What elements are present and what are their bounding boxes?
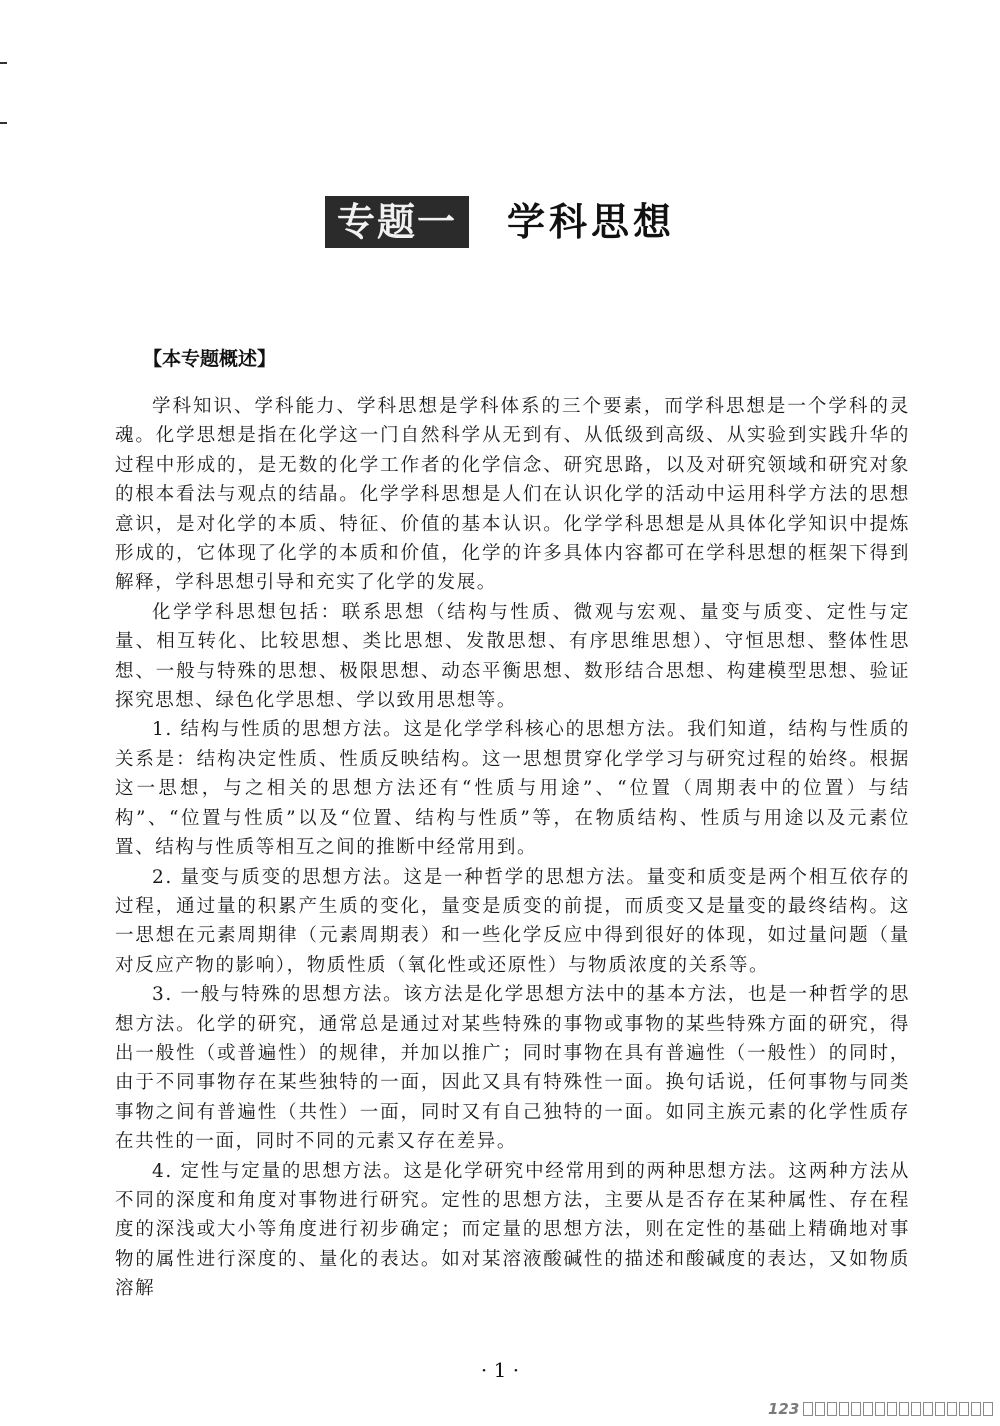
- watermark-box-icon: [983, 1402, 993, 1416]
- watermark-box-icon: [923, 1402, 933, 1416]
- body-text: [115, 392, 910, 1304]
- chapter-heading: 学科思想: [507, 200, 676, 244]
- watermark-box-icon: [827, 1402, 837, 1416]
- paragraph: 1. 结构与性质的思想方法。这是化学学科核心的思想方法。我们知道，结构与性质的关系是：结构决定性质、性质反映结构。这一思想贯穿化学学习与研究过程的始终。根据这一思想，与之相关的思想方法还有“性质与用途”、“位置（周期表中的位置）与结构”、“位置与性质”以及“位置、结构与性质”等，在物质结构、性质与用途以及元素位置、结构与性质等相互之间的推断中经常用到。: [115, 719, 910, 859]
- chapter-tag: 专题一: [325, 196, 469, 248]
- watermark: [768, 1398, 993, 1420]
- watermark-text: 123: [768, 1400, 800, 1418]
- watermark-box-icon: [851, 1402, 861, 1416]
- page-number: · 1 ·: [480, 1358, 520, 1382]
- watermark-box-icon: [971, 1402, 981, 1416]
- watermark-box-icon: [911, 1402, 921, 1416]
- watermark-box-icon: [863, 1402, 873, 1416]
- watermark-box-icon: [947, 1402, 957, 1416]
- watermark-box-icon: [935, 1402, 945, 1416]
- scan-margin-mark: [0, 62, 7, 64]
- watermark-box-icon: [875, 1402, 885, 1416]
- watermark-box-icon: [815, 1402, 825, 1416]
- paragraph: 学科知识、学科能力、学科思想是学科体系的三个要素，而学科思想是一个学科的灵魂。化学思想是指在化学这一门自然科学从无到有、从低级到高级、从实验到实践升华的过程中形成的，是无数的化学工作者的化学信念、研究思路，以及对研究领域和研究对象的根本看法与观点的结晶。化学学科思想是人们在认识化学的活动中运用科学方法的思想意识，是对化学的本质、特征、价值的基本认识。化学学科思想是从具体化学知识中提炼形成的，它体现了化学的本质和价值，化学的许多具体内容都可在学科思想的框架下得到解释，学科思想引导和充实了化学的发展。: [115, 396, 910, 594]
- paragraph: 化学学科思想包括：联系思想（结构与性质、微观与宏观、量变与质变、定性与定量、相互转化、比较思想、类比思想、发散思想、有序思维思想）、守恒思想、整体性思想、一般与特殊的思想、极限思想、动态平衡思想、数形结合思想、构建模型思想、验证探究思想、绿色化学思想、学以致用思想等。: [115, 601, 910, 712]
- watermark-box-icon: [887, 1402, 897, 1416]
- overview-heading: 【本专题概述】: [143, 348, 277, 370]
- chapter-title: [0, 196, 1000, 248]
- watermark-box-icon: [899, 1402, 909, 1416]
- watermark-box-icon: [803, 1402, 813, 1416]
- watermark-box-icon: [959, 1402, 969, 1416]
- paragraph: 2. 量变与质变的思想方法。这是一种哲学的思想方法。量变和质变是两个相互依存的过程，通过量的积累产生质的变化，量变是质变的前提，而质变又是量变的最终结构。这一思想在元素周期律（元素周期表）和一些化学反应中得到很好的体现，如过量问题（量对反应产物的影响），物质性质（氧化性或还原性）与物质浓度的关系等。: [115, 866, 910, 976]
- paragraph: 4. 定性与定量的思想方法。这是化学研究中经常用到的两种思想方法。这两种方法从不同的深度和角度对事物进行研究。定性的思想方法，主要从是否存在某种属性、存在程度的深浅或大小等角度进行初步确定；而定量的思想方法，则在定性的基础上精确地对事物的属性进行深度的、量化的表达。如对某溶液酸碱性的描述和酸碱度的表达，又如物质溶解: [115, 1160, 910, 1300]
- paragraph: 3. 一般与特殊的思想方法。该方法是化学思想方法中的基本方法，也是一种哲学的思想方法。化学的研究，通常总是通过对某些特殊的事物或事物的某些特殊方面的研究，得出一般性（或普遍性）的规律，并加以推广；同时事物在具有普遍性（一般性）的同时，由于不同事物存在某些独特的一面，因此又具有特殊性一面。换句话说，任何事物与同类事物之间有普遍性（共性）一面，同时又有自己独特的一面。如同主族元素的化学性质存在共性的一面，同时不同的元素又存在差异。: [115, 984, 910, 1153]
- watermark-box-icon: [839, 1402, 849, 1416]
- scan-margin-mark: [0, 122, 7, 124]
